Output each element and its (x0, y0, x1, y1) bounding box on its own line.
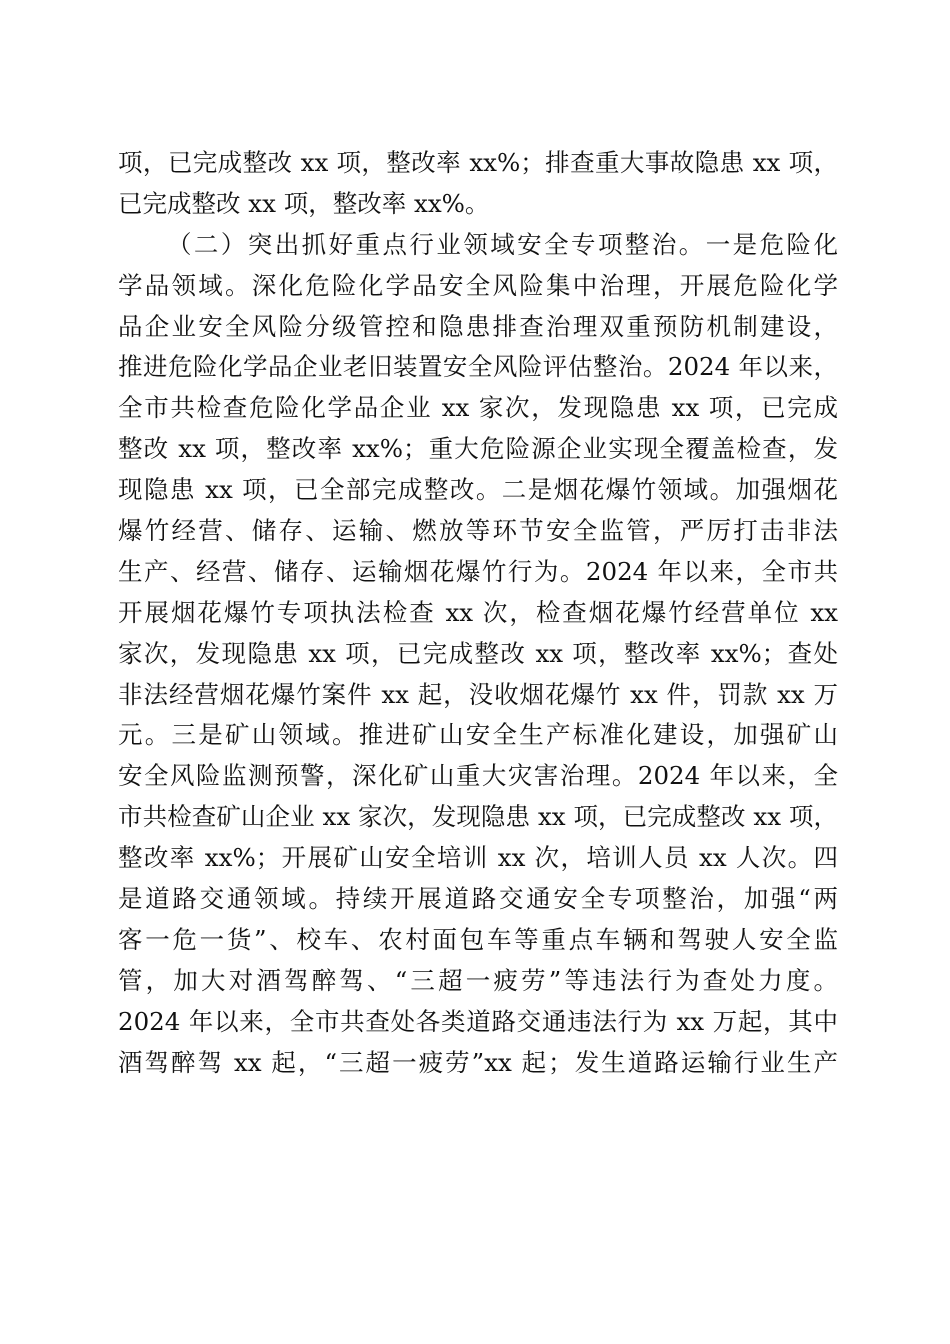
text-line: 整改 xx 项，整改率 xx%；重大危险源企业实现全覆盖检查，发 (118, 434, 838, 464)
text-line: 项，已完成整改 xx 项，整改率 xx%；排查重大事故隐患 xx 项， (118, 148, 838, 177)
text-line: 家次，发现隐患 xx 项，已完成整改 xx 项，整改率 xx%；查处 (118, 638, 838, 668)
text-line: 市共检查矿山企业 xx 家次，发现隐患 xx 项，已完成整改 xx 项， (118, 802, 838, 832)
text-line: 开展烟花爆竹专项执法检查 xx 次，检查烟花爆竹经营单位 xx (118, 597, 838, 627)
text-line: 管，加大对酒驾醉驾、“三超一疲劳”等违法行为查处力度。 (118, 965, 838, 995)
text-line: 是道路交通领域。持续开展道路交通安全专项整治，加强“两 (118, 884, 838, 914)
text-line: 已完成整改 xx 项，整改率 xx%。 (118, 188, 490, 218)
text-line: 非法经营烟花爆竹案件 xx 起，没收烟花爆竹 xx 件，罚款 xx 万 (118, 679, 838, 709)
text-line: 2024 年以来，全市共查处各类道路交通违法行为 xx 万起，其中 (118, 1006, 838, 1036)
text-line: 现隐患 xx 项，已全部完成整改。二是烟花爆竹领域。加强烟花 (118, 475, 838, 505)
text-line: 爆竹经营、储存、运输、燃放等环节安全监管，严厉打击非法 (118, 516, 838, 546)
text-line: 整改率 xx%；开展矿山安全培训 xx 次，培训人员 xx 人次。四 (118, 843, 838, 873)
text-line: 学品领域。深化危险化学品安全风险集中治理，开展危险化学 (118, 270, 838, 300)
section-heading-line: （二）突出抓好重点行业领域安全专项整治。一是危险化 (167, 229, 838, 259)
text-line: 酒驾醉驾 xx 起，“三超一疲劳”xx 起；发生道路运输行业生产 (118, 1047, 838, 1077)
text-line: 生产、经营、储存、运输烟花爆竹行为。2024 年以来，全市共 (118, 556, 838, 586)
text-line: 品企业安全风险分级管控和隐患排查治理双重预防机制建设， (118, 311, 838, 341)
text-line: 元。三是矿山领域。推进矿山安全生产标准化建设，加强矿山 (118, 720, 838, 750)
text-line: 客一危一货”、校车、农村面包车等重点车辆和驾驶人安全监 (118, 924, 838, 954)
text-line: 全市共检查危险化学品企业 xx 家次，发现隐患 xx 项，已完成 (118, 393, 838, 423)
text-line: 安全风险监测预警，深化矿山重大灾害治理。2024 年以来，全 (118, 761, 838, 791)
text-line: 推进危险化学品企业老旧装置安全风险评估整治。2024 年以来， (118, 352, 838, 382)
body-text (118, 143, 838, 1083)
